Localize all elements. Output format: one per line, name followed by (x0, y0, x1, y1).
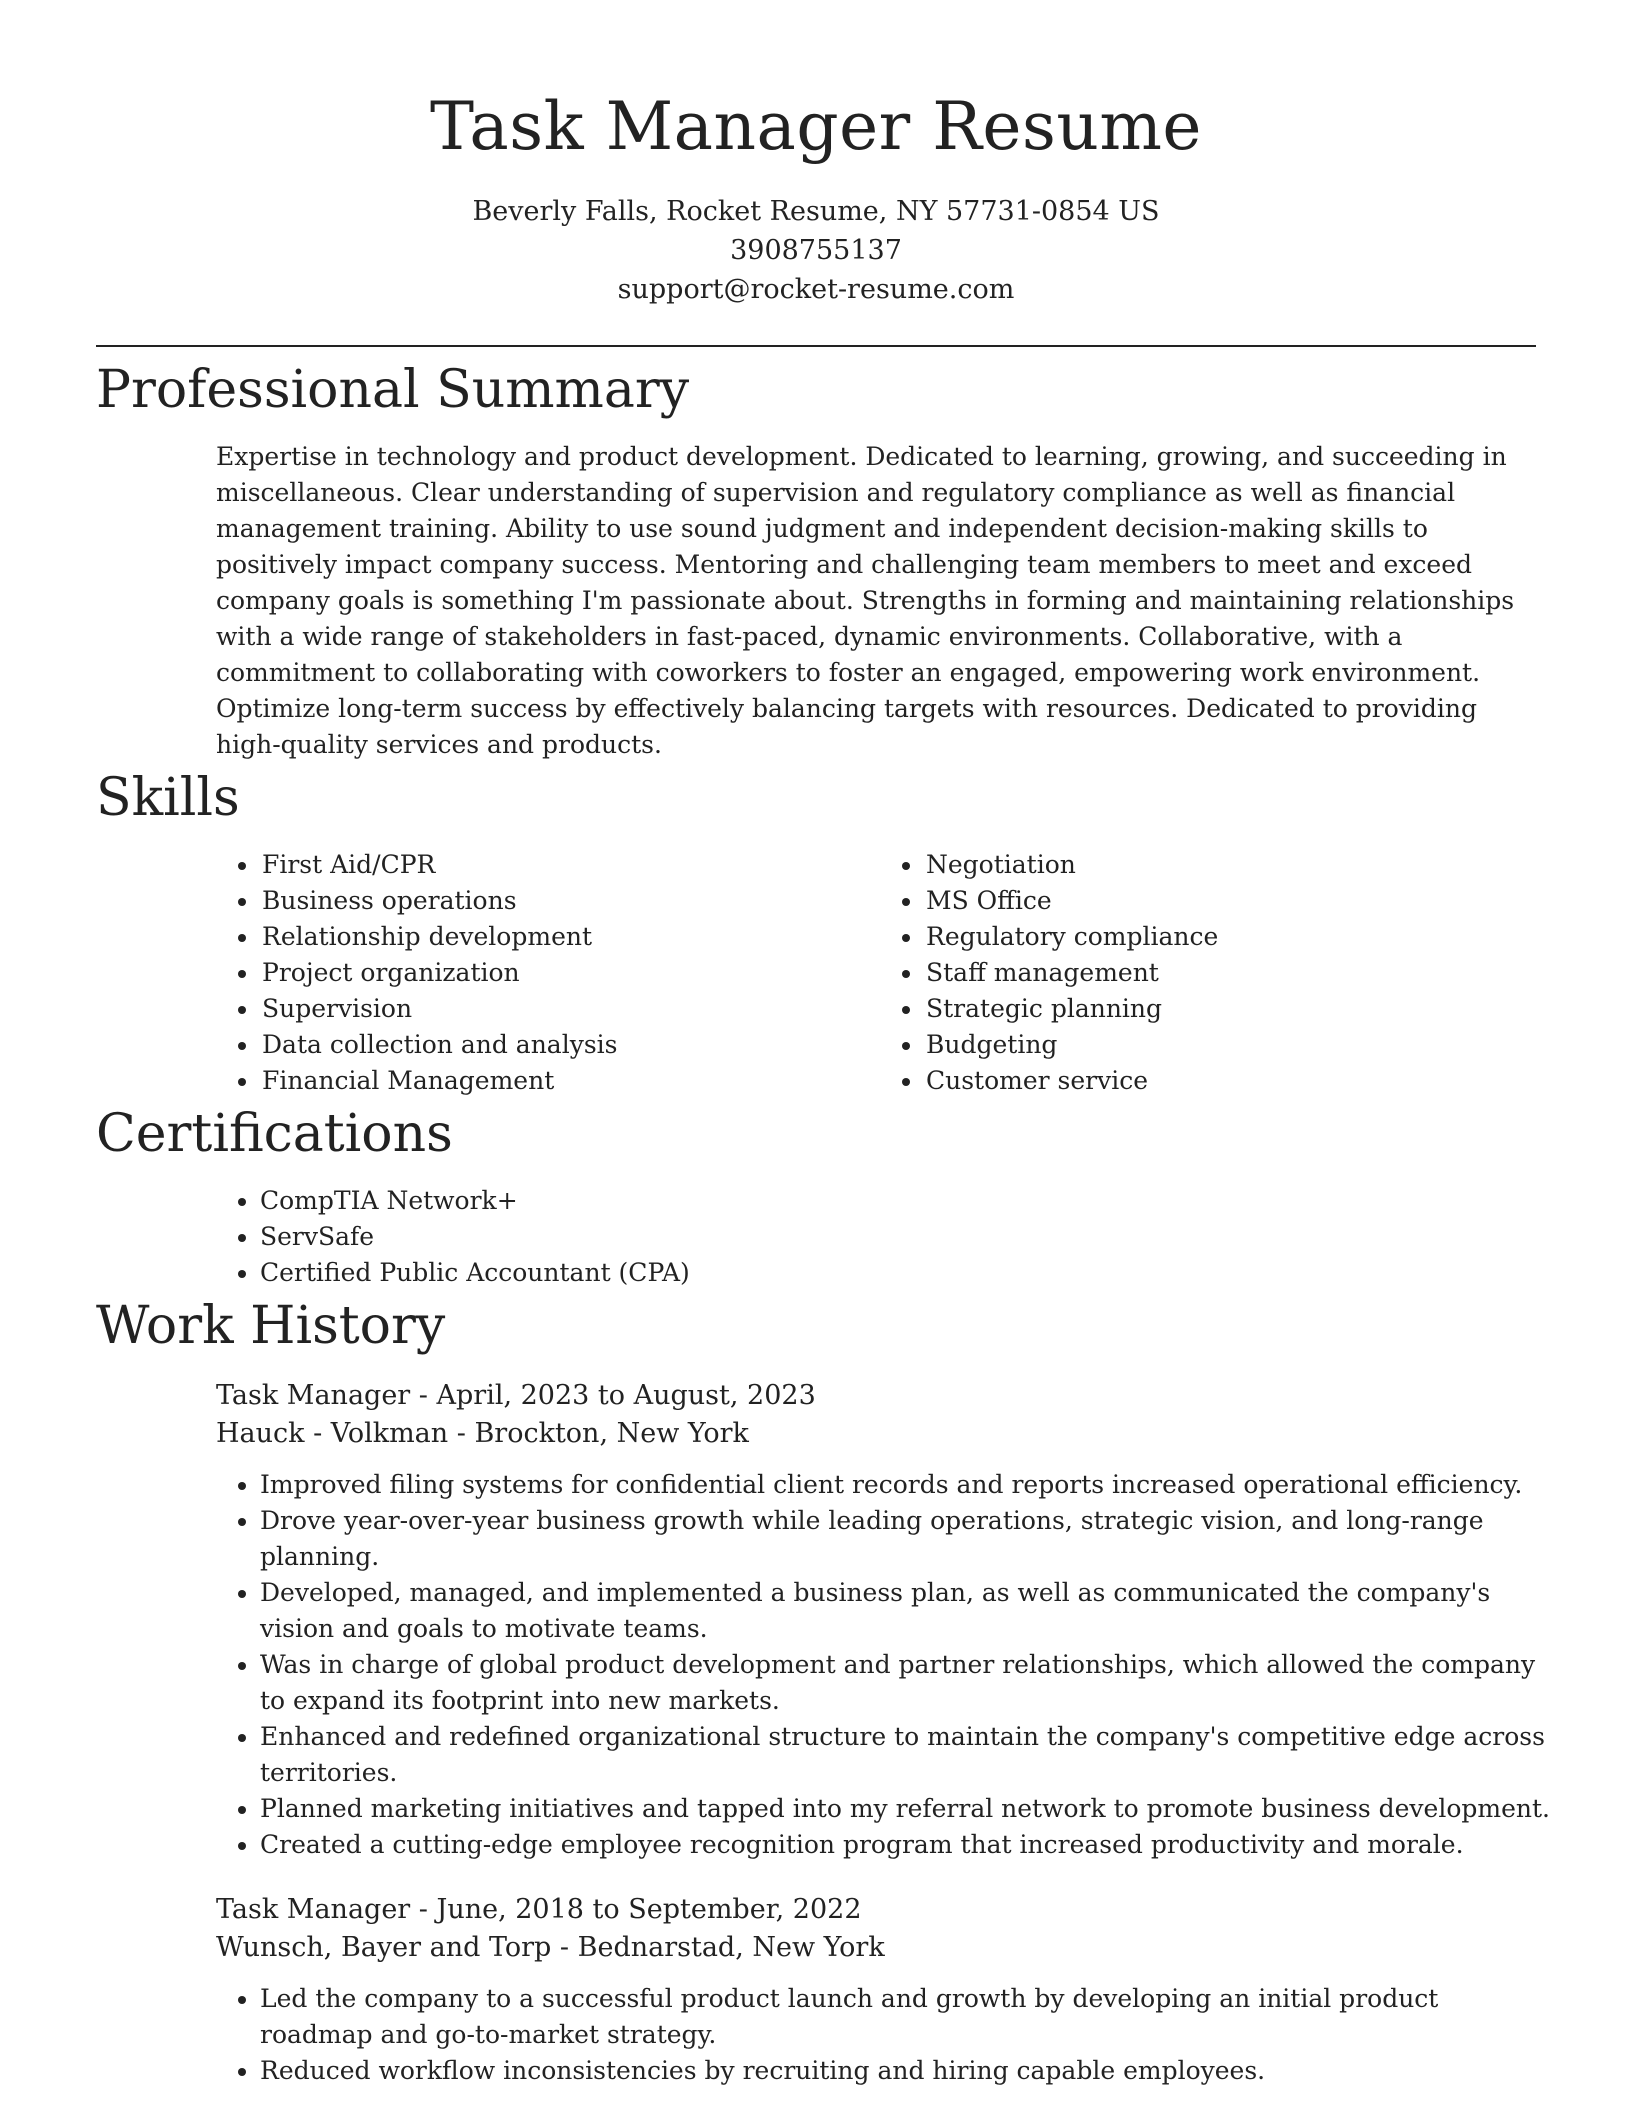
job-bullets (216, 1981, 1556, 2089)
job-bullet: • Reduced workflow inconsistencies by recruiting and hiring capable employees. (260, 2053, 1556, 2089)
contact-phone: 3908755137 (730, 235, 902, 266)
skill-item: • Project organization (260, 955, 746, 991)
skill-item: • Negotiation (924, 847, 1410, 883)
job-bullet: • Enhanced and redefined organizational structure to maintain the company's competitive edge across territories. (260, 1719, 1556, 1791)
job-bullet: • Was in charge of global product development and partner relationships, which allowed the company to expand its footprint into new markets. (260, 1647, 1556, 1719)
job-dates: - June, 2018 to September, 2022 (410, 1894, 862, 1925)
job-entry (216, 1891, 1536, 2089)
skills-list-left (96, 847, 746, 1099)
job-company: Hauck - Volkman (216, 1418, 449, 1449)
job-dates: - April, 2023 to August, 2023 (410, 1380, 816, 1411)
job-bullet: • Developed, managed, and implemented a business plan, as well as communicated the company's vision and goals to motivate teams. (260, 1575, 1556, 1647)
job-role: Task Manager (216, 1894, 411, 1925)
job-company-line (216, 1415, 1536, 1453)
skill-item: • Supervision (260, 991, 746, 1027)
certifications-section (96, 1099, 1536, 1291)
job-company: Wunsch, Bayer and Torp (216, 1932, 552, 1963)
skill-item: • Customer service (924, 1063, 1410, 1099)
job-entry (216, 1377, 1550, 1863)
skill-item: • MS Office (924, 883, 1410, 919)
job-title-line (216, 1891, 1536, 1929)
summary-text: Expertise in technology and product development. Dedicated to learning, growing, and succeeding in miscellaneous. Clear understanding of supervision and regulatory compliance as well as financial management training. Ability to use sound judgment and independent decision-making skills to positively impact company success. Mentoring and challenging team members to meet and exceed company goals is something I'm passionate about. Strengths in forming and maintaining relationships with a wide range of stakeholders in fast-paced, dynamic environments. Collaborative, with a commitment to collaborating with coworkers to foster an engaged, empowering work environment. Optimize long-term success by effectively balancing targets with resources. Dedicated to providing high-quality services and products. (216, 442, 1515, 759)
skill-item: • Financial Management (260, 1063, 746, 1099)
job-title-line (216, 1377, 1536, 1415)
summary-heading: Professional Summary (96, 360, 690, 420)
certification-item: • Certified Public Accountant (CPA) (260, 1255, 1536, 1291)
job-bullet: • Led the company to a successful product launch and growth by developing an initial product roadmap and go-to-market strategy. (260, 1981, 1556, 2053)
header-divider (96, 345, 1536, 347)
job-bullet: • Planned marketing initiatives and tapped into my referral network to promote business development. (260, 1791, 1556, 1827)
skill-item: • Regulatory compliance (924, 919, 1410, 955)
certifications-heading: Certifications (96, 1104, 453, 1164)
job-bullets (216, 1467, 1556, 1863)
skills-section (96, 763, 1536, 1099)
contact-info (96, 192, 1536, 309)
job-bullet: • Improved filing systems for confidential client records and reports increased operational efficiency. (260, 1467, 1556, 1503)
skill-item: • Data collection and analysis (260, 1027, 746, 1063)
certifications-list (96, 1183, 1536, 1291)
skill-item: • Relationship development (260, 919, 746, 955)
job-location: - Bednarstad, New York (551, 1932, 885, 1963)
skills-grid (96, 847, 1536, 1099)
job-bullet: • Drove year-over-year business growth while leading operations, strategic vision, and long-range planning. (260, 1503, 1556, 1575)
skill-item: • Strategic planning (924, 991, 1410, 1027)
summary-section (96, 355, 1536, 763)
skill-item: • First Aid/CPR (260, 847, 746, 883)
contact-address: Beverly Falls, Rocket Resume, NY 57731-0854 US (472, 196, 1160, 227)
resume-title: Task Manager Resume (430, 88, 1202, 165)
skill-item: • Business operations (260, 883, 746, 919)
job-role: Task Manager (216, 1380, 411, 1411)
job-company-line (216, 1929, 1536, 1967)
job-location: - Brockton, New York (448, 1418, 749, 1449)
job-bullet: • Created a cutting-edge employee recognition program that increased productivity and morale. (260, 1827, 1556, 1863)
skills-heading: Skills (96, 768, 240, 828)
skill-item: • Budgeting (924, 1027, 1410, 1063)
skills-list-right (746, 847, 1410, 1099)
certification-item: • CompTIA Network+ (260, 1183, 1536, 1219)
skill-item: • Staff management (924, 955, 1410, 991)
work-history-heading: Work History (96, 1296, 446, 1356)
resume-header (96, 0, 1536, 309)
work-history-section (96, 1291, 1550, 2089)
resume-page (96, 0, 1550, 2089)
contact-email: support@rocket-resume.com (617, 274, 1015, 305)
certification-item: • ServSafe (260, 1219, 1536, 1255)
